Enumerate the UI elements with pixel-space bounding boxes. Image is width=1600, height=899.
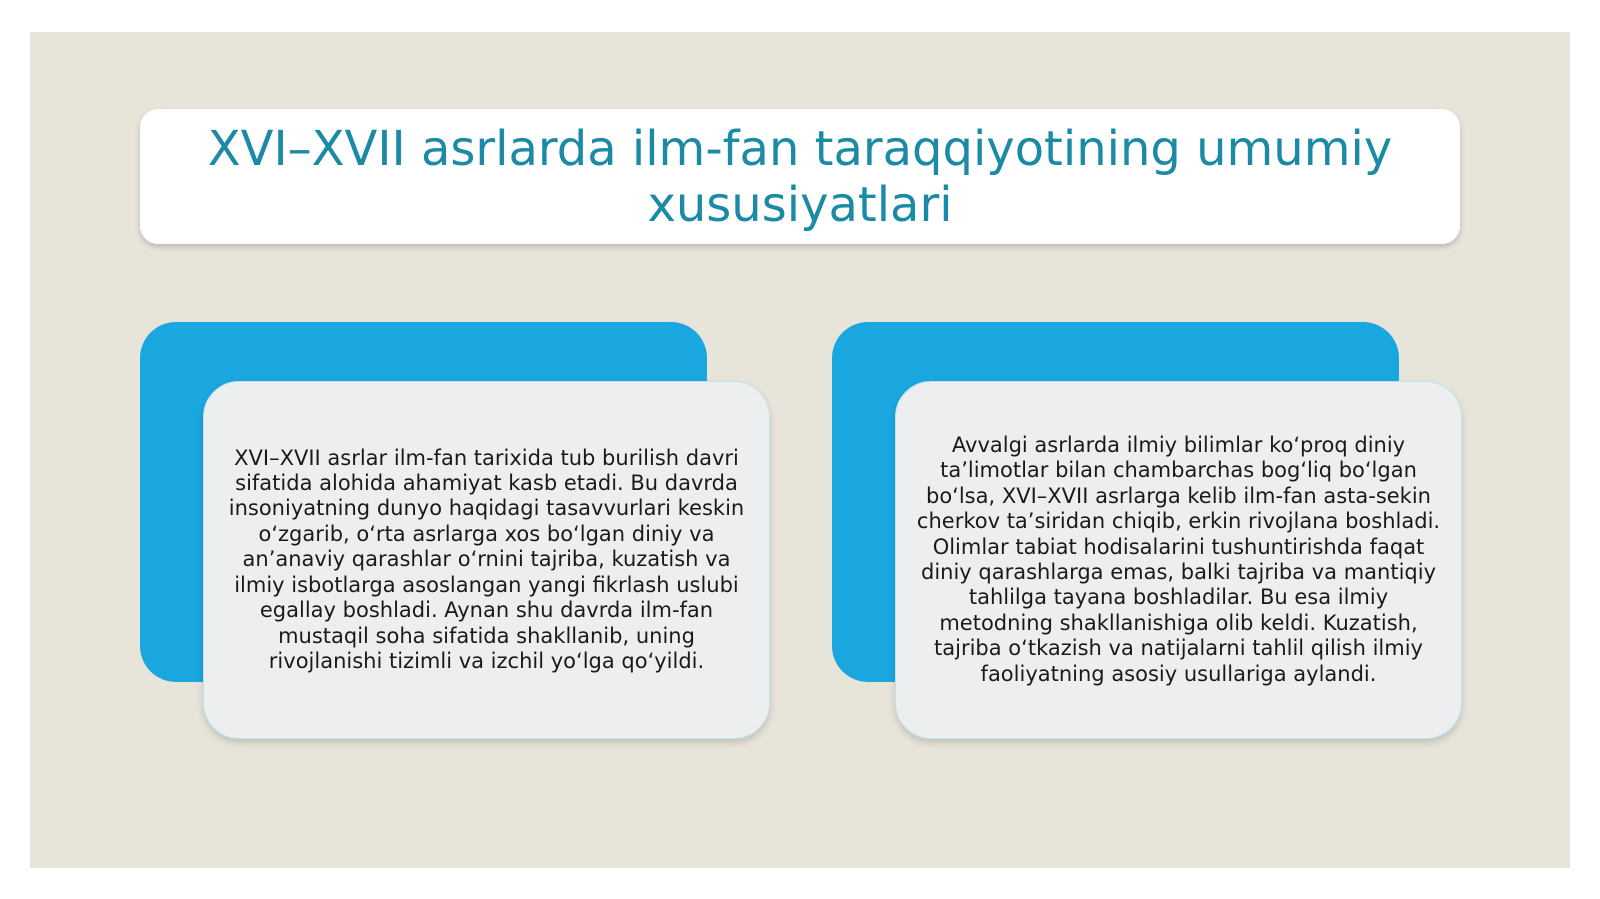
card-1-text: XVI–XVII asrlar ilm-fan tarixida tub burilish davri sifatida alohida ahamiyat kasb etadi. Bu davrda insoniyatning dunyo haqidagi tasavvurlari keskin o‘zgarib, o‘rta asrlarga xos bo‘lgan diniy va an’anaviy qarashlar o‘rnini tajriba, kuzatish va ilmiy isbotlarga asoslangan yangi fikrlash uslubi egallay boshladi. Aynan shu davrda ilm-fan mustaqil soha sifatida shakllanib, uning rivojlanishi tizimli va izchil yo‘lga qo‘yildi. [228, 445, 745, 673]
card-2 [895, 381, 1462, 739]
card-1 [203, 381, 770, 739]
slide-title: XVI–XVII asrlarda ilm-fan taraqqiyotining umumiy xususiyatlari [207, 120, 1393, 233]
title-box [140, 109, 1460, 244]
slide [30, 32, 1570, 868]
card-2-text: Avvalgi asrlarda ilmiy bilimlar ko‘proq diniy ta’limotlar bilan chambarchas bog‘liq bo‘lgan bo‘lsa, XVI–XVII asrlarga kelib ilm-fan asta-sekin cherkov ta’siridan chiqib, erkin rivojlana boshladi. Olimlar tabiat hodisalarini tushuntirishda faqat diniy qarashlarga emas, balki tajriba va mantiqiy tahlilga tayana boshladilar. Bu esa ilmiy metodning shakllanishiga olib keldi. Kuzatish, tajriba o‘tkazish va natijalarni tahlil qilish ilmiy faoliyatning asosiy usullariga aylandi. [916, 432, 1441, 686]
